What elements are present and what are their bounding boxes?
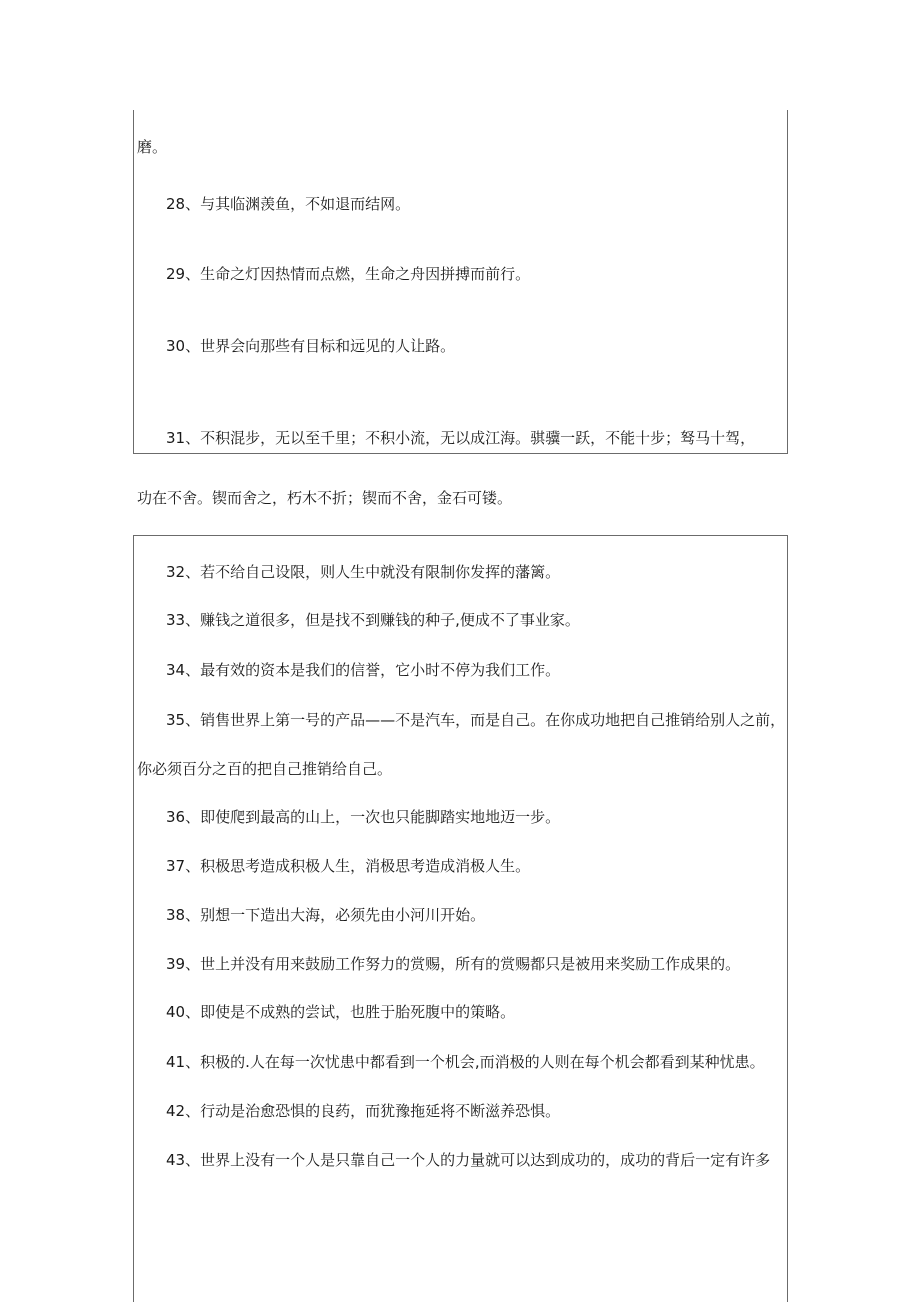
- quote-line: 42、行动是治愈恐惧的良药，而犹豫拖延将不断滋养恐惧。: [166, 1102, 561, 1120]
- quote-line: 36、即使爬到最高的山上，一次也只能脚踏实地地迈一步。: [166, 808, 561, 826]
- quote-line: 30、世界会向那些有目标和远见的人让路。: [166, 337, 456, 355]
- quote-line: 40、即使是不成熟的尝试，也胜于胎死腹中的策略。: [166, 1003, 516, 1021]
- quote-box-upper: [133, 110, 788, 454]
- quote-line: 34、最有效的资本是我们的信誉，它小时不停为我们工作。: [166, 661, 561, 679]
- quote-line: 29、生命之灯因热情而点燃，生命之舟因拼搏而前行。: [166, 265, 531, 283]
- quote-line: 43、世界上没有一个人是只靠自己一个人的力量就可以达到成功的，成功的背后一定有许多: [166, 1151, 771, 1169]
- quote-line: 31、不积混步，无以至千里；不积小流，无以成江海。骐骥一跃，不能十步；驽马十驾，: [166, 429, 756, 447]
- quote-line: 28、与其临渊羡鱼，不如退而结网。: [166, 195, 411, 213]
- quote-continuation-line: 功在不舍。锲而舍之，朽木不折；锲而不舍，金石可镂。: [137, 489, 513, 507]
- quote-line: 磨。: [137, 138, 168, 156]
- quote-line: 你必须百分之百的把自己推销给自己。: [137, 760, 393, 778]
- quote-box-lower: [133, 535, 788, 1302]
- quote-line: 32、若不给自己设限，则人生中就没有限制你发挥的藩篱。: [166, 563, 561, 581]
- quote-line: 41、积极的.人在每一次忧患中都看到一个机会,而消极的人则在每个机会都看到某种忧患。: [166, 1053, 765, 1071]
- quote-line: 35、销售世界上第一号的产品——不是汽车，而是自己。在你成功地把自己推销给别人之前，: [166, 711, 786, 729]
- quote-line: 38、别想一下造出大海，必须先由小河川开始。: [166, 906, 486, 924]
- quote-line: 33、赚钱之道很多，但是找不到赚钱的种子,便成不了事业家。: [166, 611, 580, 629]
- quote-line: 39、世上并没有用来鼓励工作努力的赏赐，所有的赏赐都只是被用来奖励工作成果的。: [166, 955, 741, 973]
- quote-line: 37、积极思考造成积极人生，消极思考造成消极人生。: [166, 857, 531, 875]
